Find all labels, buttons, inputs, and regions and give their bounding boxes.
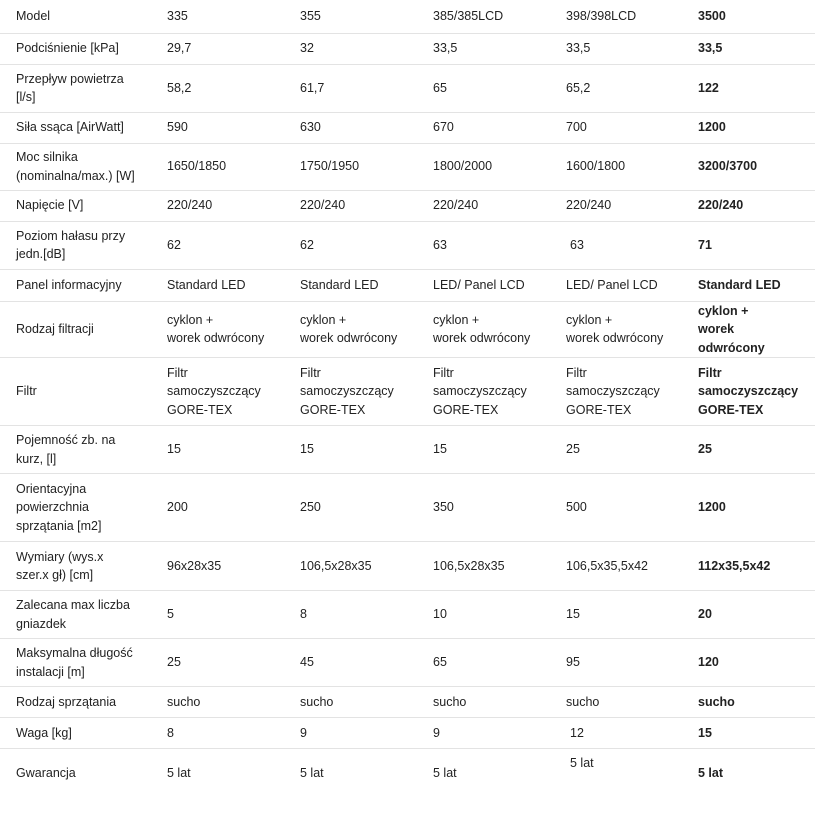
table-row [0, 687, 815, 718]
row-label: Siła ssąca [AirWatt] [0, 112, 162, 143]
table-cell: 8 [295, 591, 428, 639]
table-cell: 250 [295, 474, 428, 542]
table-row [0, 221, 815, 269]
table-cell: 590 [162, 112, 295, 143]
row-label: Rodzaj filtracji [0, 301, 162, 358]
table-cell: 65 [428, 64, 561, 112]
table-cell: cyklon + worek odwrócony [561, 301, 694, 358]
table-cell: 33,5 [561, 33, 694, 64]
highlight-cell: cyklon + worek odwrócony [694, 301, 815, 358]
highlight-cell: 71 [694, 221, 815, 269]
highlight-cell: 220/240 [694, 190, 815, 221]
table-cell [561, 749, 694, 798]
table-cell: 1600/1800 [561, 143, 694, 190]
row-label: Model [0, 0, 162, 33]
row-label: Napięcie [V] [0, 190, 162, 221]
table-cell: sucho [561, 687, 694, 718]
table-cell: 398/398LCD [561, 0, 694, 33]
table-cell: 5 lat [300, 766, 324, 780]
table-cell: 220/240 [295, 190, 428, 221]
table-row [0, 0, 815, 33]
row-label: Moc silnika (nominalna/max.) [W] [0, 143, 162, 190]
highlight-cell: 33,5 [694, 33, 815, 64]
row-label: Rodzaj sprzątania [0, 687, 162, 718]
row-label: Wymiary (wys.x szer.x gł) [cm] [0, 542, 162, 591]
table-cell: 5 lat [433, 766, 457, 780]
table-row [0, 190, 815, 221]
table-cell: 62 [295, 221, 428, 269]
table-row [0, 474, 815, 542]
table-cell: 45 [295, 639, 428, 687]
row-label: Orientacyjna powierzchnia sprzątania [m2] [0, 474, 162, 542]
row-label: Gwarancja [16, 766, 76, 780]
highlight-cell: Standard LED [694, 269, 815, 301]
table-row [0, 591, 815, 639]
table-cell: 32 [295, 33, 428, 64]
table-cell: Standard LED [162, 269, 295, 301]
table-cell: 65 [428, 639, 561, 687]
table-cell: 220/240 [162, 190, 295, 221]
table-cell: 200 [162, 474, 295, 542]
highlight-cell: 15 [694, 718, 815, 749]
row-label: Waga [kg] [0, 718, 162, 749]
row-label: Filtr [0, 358, 162, 426]
table-cell: 15 [561, 591, 694, 639]
table-cell: 5 [162, 591, 295, 639]
table-cell: Filtr samoczyszczący GORE-TEX [561, 358, 694, 426]
highlight-cell: 1200 [694, 474, 815, 542]
table-cell: 700 [561, 112, 694, 143]
table-cell: 106,5x28x35 [295, 542, 428, 591]
row-label: Zalecana max liczba gniazdek [0, 591, 162, 639]
table-row [0, 749, 815, 798]
table-cell: 33,5 [428, 33, 561, 64]
table-cell: 670 [428, 112, 561, 143]
table-cell: LED/ Panel LCD [561, 269, 694, 301]
table-cell: 1750/1950 [295, 143, 428, 190]
table-cell: 350 [428, 474, 561, 542]
row-label: Podciśnienie [kPa] [0, 33, 162, 64]
table-cell: 15 [162, 426, 295, 474]
table-row [0, 718, 815, 749]
table-cell: Filtr samoczyszczący GORE-TEX [162, 358, 295, 426]
row-label: Poziom hałasu przy jedn.[dB] [0, 221, 162, 269]
row-label: Maksymalna długość instalacji [m] [0, 639, 162, 687]
table-cell: sucho [428, 687, 561, 718]
highlight-cell: Filtr samoczyszczący GORE-TEX [694, 358, 815, 426]
table-row [0, 358, 815, 426]
table-row [0, 143, 815, 190]
highlight-cell: 1200 [694, 112, 815, 143]
table-cell: 96x28x35 [162, 542, 295, 591]
table-cell: 29,7 [162, 33, 295, 64]
highlight-cell: 5 lat [698, 766, 724, 780]
table-cell: 9 [295, 718, 428, 749]
table-cell: 630 [295, 112, 428, 143]
table-row [0, 542, 815, 591]
table-cell: Standard LED [295, 269, 428, 301]
table-cell: LED/ Panel LCD [428, 269, 561, 301]
table-cell: 62 [162, 221, 295, 269]
table-cell: 220/240 [428, 190, 561, 221]
table-cell: sucho [295, 687, 428, 718]
cell-text: 5 lat [570, 756, 594, 770]
table-cell: 335 [162, 0, 295, 33]
table-cell: 1650/1850 [162, 143, 295, 190]
table-row [0, 301, 815, 358]
highlight-cell: 122 [694, 64, 815, 112]
table-cell: 25 [162, 639, 295, 687]
highlight-cell: 20 [694, 591, 815, 639]
table-cell: 1800/2000 [428, 143, 561, 190]
table-cell: 106,5x28x35 [428, 542, 561, 591]
table-cell: 385/385LCD [428, 0, 561, 33]
highlight-cell: sucho [694, 687, 815, 718]
table-cell: 15 [295, 426, 428, 474]
table-cell: 355 [295, 0, 428, 33]
table-cell: 220/240 [561, 190, 694, 221]
highlight-cell: 25 [694, 426, 815, 474]
table-cell: 8 [162, 718, 295, 749]
table-cell: 500 [561, 474, 694, 542]
row-label: Przepływ powietrza [l/s] [0, 64, 162, 112]
row-label: Pojemność zb. na kurz, [l] [0, 426, 162, 474]
highlight-cell: 120 [694, 639, 815, 687]
table-cell: 15 [428, 426, 561, 474]
table-cell: cyklon + worek odwrócony [295, 301, 428, 358]
table-cell: 25 [561, 426, 694, 474]
table-cell: 9 [428, 718, 561, 749]
table-row [0, 112, 815, 143]
table-row [0, 64, 815, 112]
table-cell: 106,5x35,5x42 [561, 542, 694, 591]
table-cell: 58,2 [162, 64, 295, 112]
table-cell: 65,2 [561, 64, 694, 112]
highlight-cell: 112x35,5x42 [694, 542, 815, 591]
table-row [0, 426, 815, 474]
table-cell: 63 [428, 221, 561, 269]
table-cell: Filtr samoczyszczący GORE-TEX [428, 358, 561, 426]
table-cell: sucho [162, 687, 295, 718]
table-cell: 10 [428, 591, 561, 639]
table-row [0, 639, 815, 687]
row-label: Panel informacyjny [0, 269, 162, 301]
table-cell: cyklon + worek odwrócony [428, 301, 561, 358]
table-row [0, 33, 815, 64]
table-cell: 95 [561, 639, 694, 687]
table-cell: Filtr samoczyszczący GORE-TEX [295, 358, 428, 426]
table-cell: 5 lat [167, 766, 191, 780]
highlight-cell: 3200/3700 [694, 143, 815, 190]
table-cell: 12 [561, 718, 694, 749]
table-cell: 63 [561, 221, 694, 269]
table-cell: 61,7 [295, 64, 428, 112]
table-cell: cyklon + worek odwrócony [162, 301, 295, 358]
highlight-cell: 3500 [694, 0, 815, 33]
table-row [0, 269, 815, 301]
